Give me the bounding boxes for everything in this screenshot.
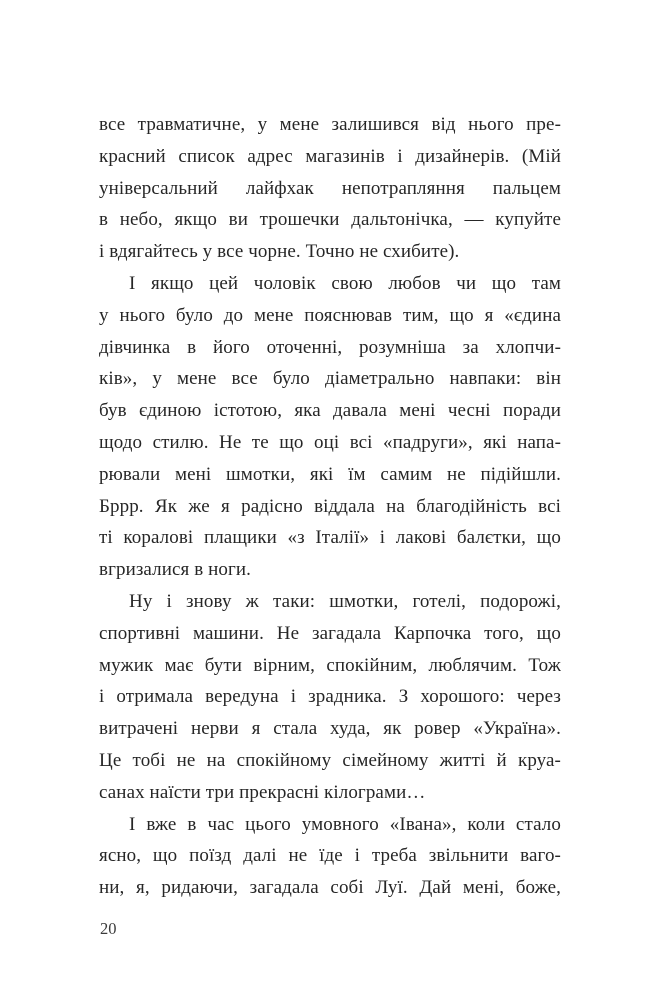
- text-line: щодо стилю. Не те що оці всі «падруги», які напа-: [99, 431, 561, 453]
- text-line: рювали мені шмотки, які їм самим не підійшли.: [99, 463, 561, 485]
- text-line: ті коралові плащики «з Італії» і лакові балєтки, що: [99, 527, 561, 549]
- text-line: дівчинка в його оточенні, розумніша за хлопчи-: [99, 336, 561, 358]
- text-line: і отримала вередуна і зрадника. З хорошого: через: [99, 686, 561, 708]
- text-line: був єдиною істотою, яка давала мені чесні поради: [99, 400, 561, 422]
- paragraph: [99, 109, 561, 268]
- text-line: санах наїсти три прекрасні кілограми…: [99, 781, 426, 803]
- text-line: у нього було до мене пояснював тим, що я «єдина: [99, 304, 561, 326]
- text-line: мужик має бути вірним, спокійним, люблячим. Тож: [99, 654, 561, 676]
- text-line: витрачені нерви я стала худа, як ровер «Україна».: [99, 718, 561, 740]
- text-line: ясно, що поїзд далі не їде і треба звільнити ваго-: [99, 845, 561, 867]
- text-line: Ну і знову ж таки: шмотки, готелі, подорожі,: [129, 590, 561, 612]
- text-line: в небо, якщо ви трошечки дальтонічка, — купуйте: [99, 209, 561, 231]
- text-line: Це тобі не на спокійному сімейному житті й круа-: [99, 749, 561, 771]
- text-line: і вдягайтесь у все чорне. Точно не схибите).: [99, 241, 460, 263]
- text-line: ків», у мене все було діаметрально навпаки: він: [99, 368, 561, 390]
- text-line: універсальний лайфхак непотрапляння пальцем: [99, 177, 561, 199]
- paragraph: [99, 586, 561, 809]
- text-line: І якщо цей чоловік свою любов чи що там: [129, 272, 561, 294]
- text-line: Бррр. Як же я радісно віддала на благодійність всі: [99, 495, 561, 517]
- text-line: вгризалися в ноги.: [99, 559, 252, 581]
- text-line: спортивні машини. Не загадала Карпочка того, що: [99, 622, 561, 644]
- text-block: [99, 109, 561, 904]
- text-line: красний список адрес магазинів і дизайнерів. (Мій: [99, 145, 561, 167]
- paragraph: [99, 268, 561, 586]
- text-line: І вже в час цього умовного «Івана», коли стало: [129, 813, 561, 835]
- text-line: все травматичне, у мене залишився від нього пре-: [99, 114, 561, 135]
- paragraph: [99, 809, 561, 904]
- page-number: 20: [100, 919, 117, 938]
- text-line: ни, я, ридаючи, загадала собі Луї. Дай мені, боже,: [99, 877, 561, 899]
